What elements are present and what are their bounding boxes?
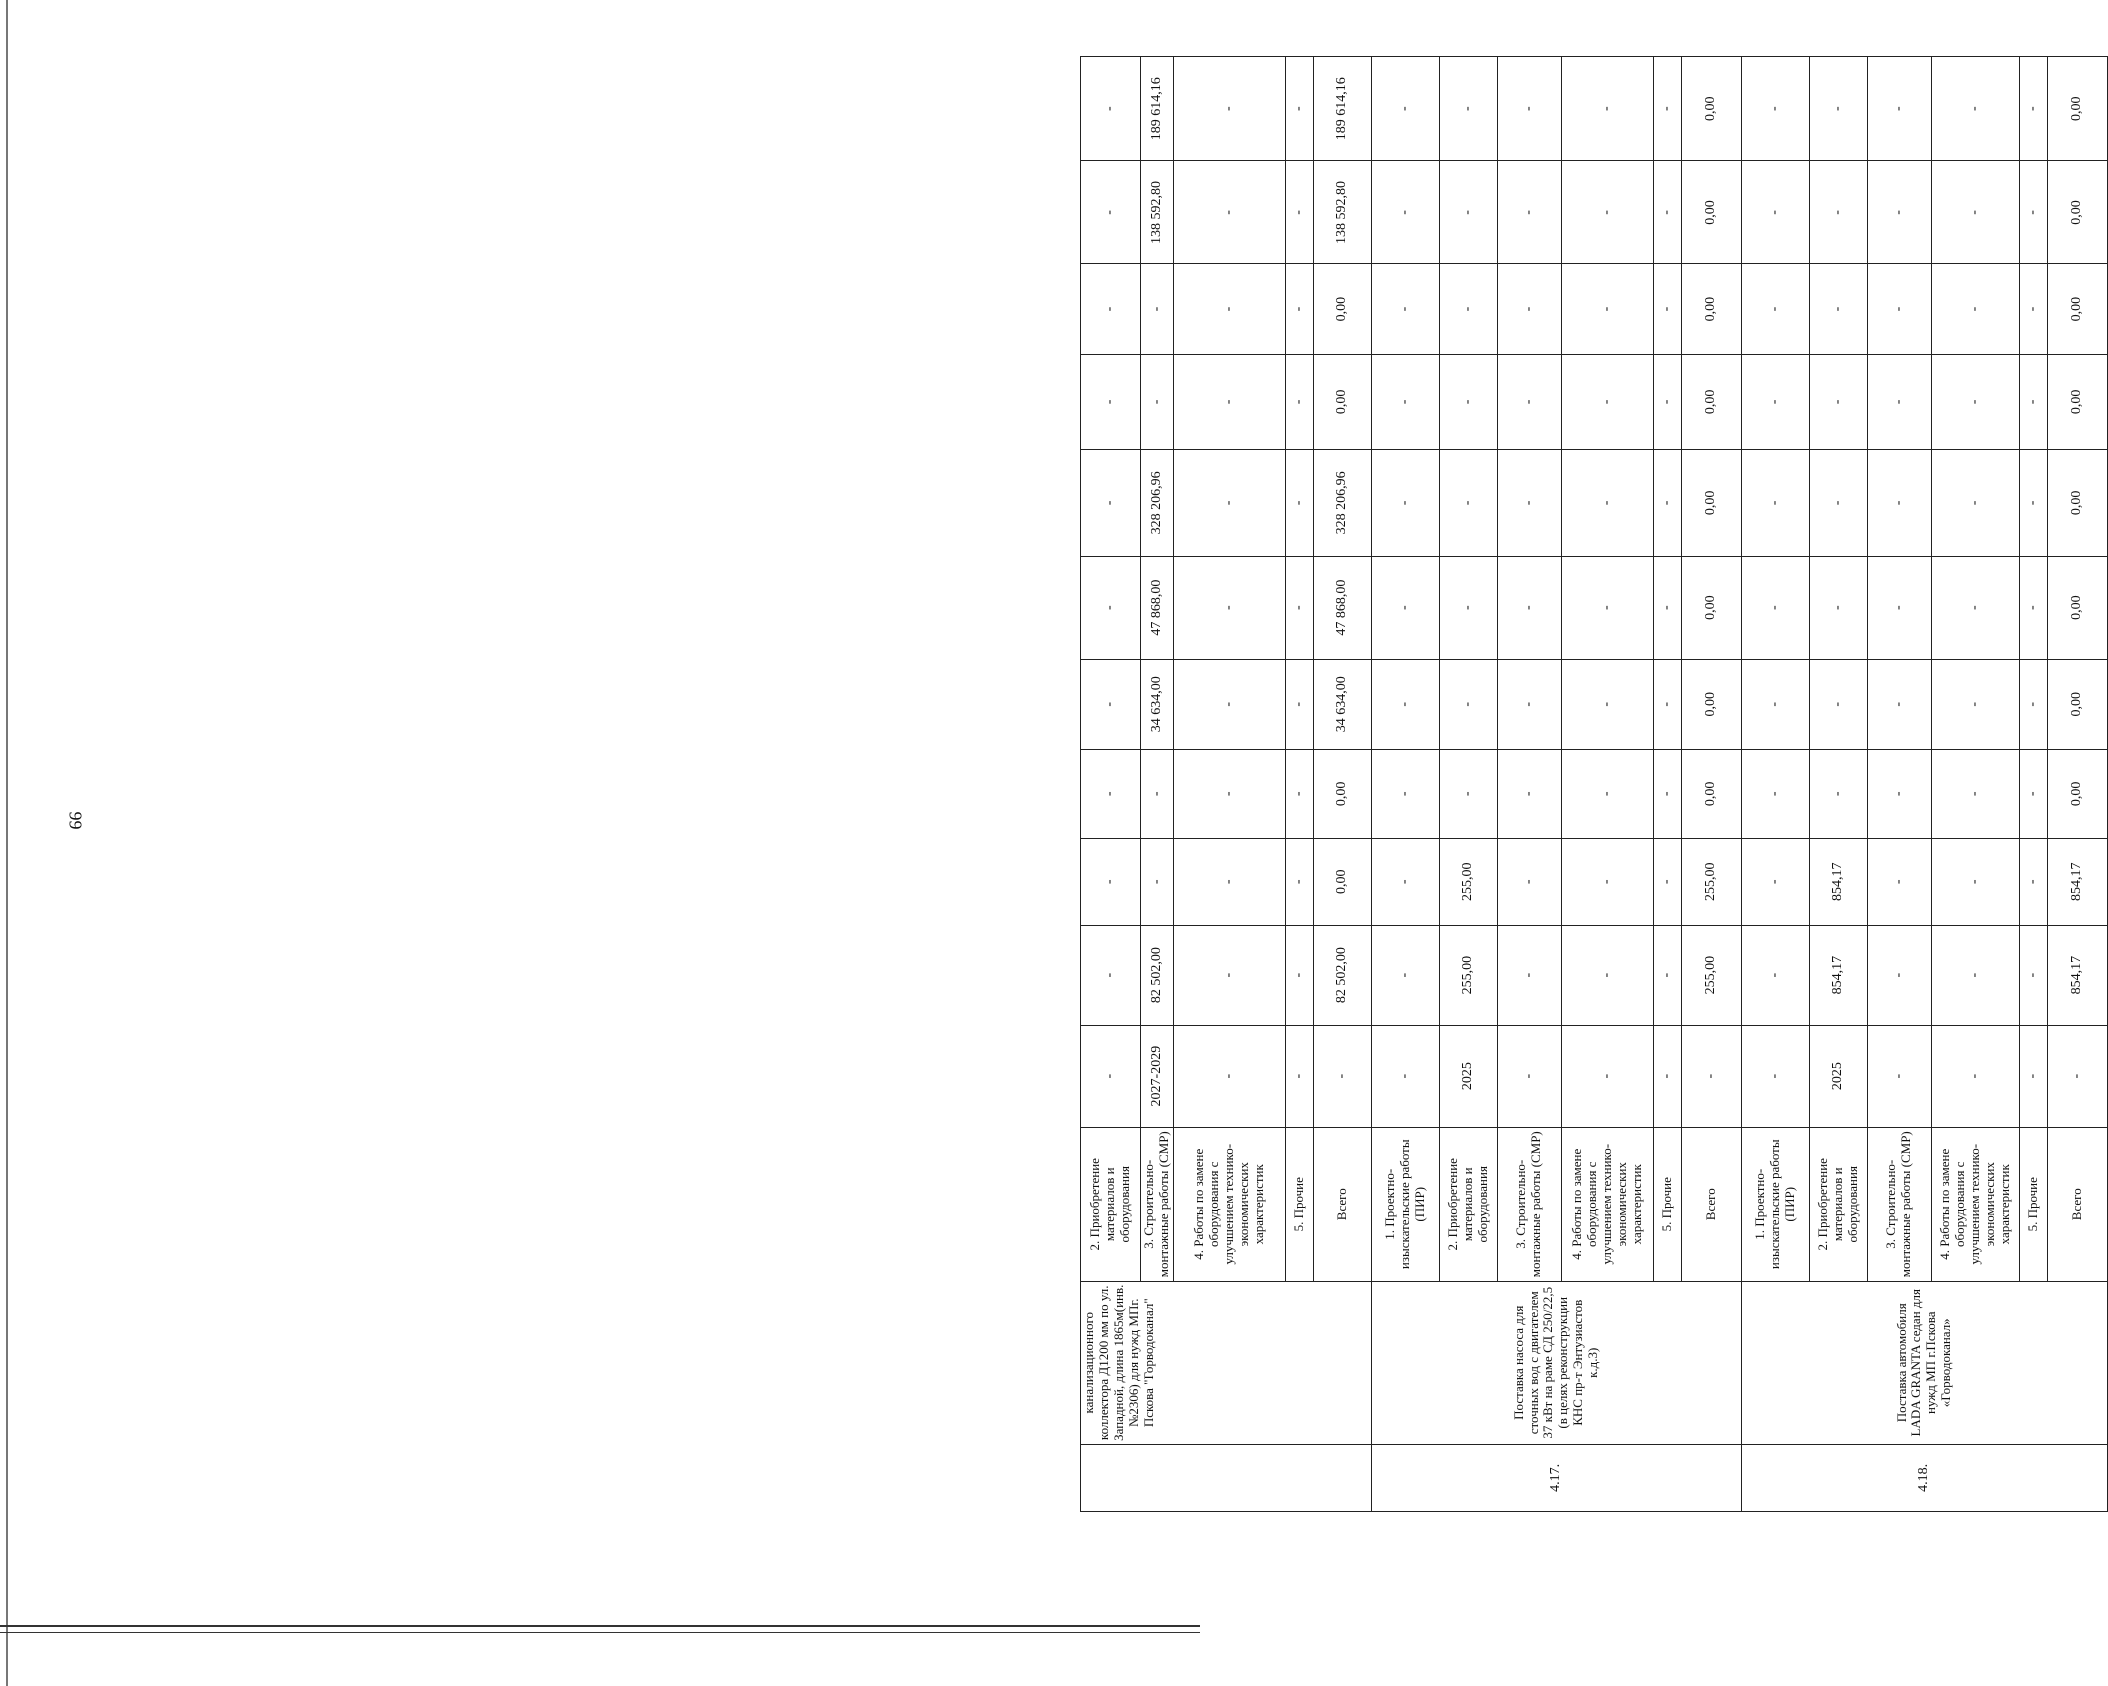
value-cell: 0,00 <box>2047 354 2107 450</box>
value-cell: - <box>1173 556 1285 659</box>
value-cell: 0,00 <box>1313 749 1371 838</box>
work-type-cell: 5. Прочие <box>2019 1127 2047 1281</box>
item-code-cell: 4.17. <box>1371 1444 1741 1511</box>
value-cell: - <box>1285 925 1313 1025</box>
value-cell: - <box>1653 264 1681 354</box>
value-cell: - <box>1173 354 1285 450</box>
value-cell: - <box>1809 556 1867 659</box>
value-cell: - <box>1931 925 2019 1025</box>
value-cell: - <box>1497 57 1561 161</box>
value-cell: - <box>1809 161 1867 264</box>
value-cell: 854,17 <box>2047 925 2107 1025</box>
value-cell: - <box>1741 749 1809 838</box>
years-cell: - <box>1081 1025 1141 1127</box>
object-name-cell: Поставка автомобиля LADA GRANTA седан для нужд МП г.Пскова «Горводоканал» <box>1741 1281 2107 1444</box>
years-cell: 2025 <box>1439 1025 1497 1127</box>
value-cell: - <box>1285 354 1313 450</box>
value-cell: - <box>1809 450 1867 556</box>
value-cell: - <box>2019 556 2047 659</box>
value-cell: - <box>1653 450 1681 556</box>
value-cell: - <box>1497 161 1561 264</box>
years-cell: - <box>1285 1025 1313 1127</box>
value-cell: - <box>2019 925 2047 1025</box>
value-cell: 0,00 <box>1681 57 1741 161</box>
value-cell: - <box>1497 450 1561 556</box>
value-cell: - <box>1371 57 1439 161</box>
value-cell: - <box>1285 161 1313 264</box>
value-cell: - <box>1653 161 1681 264</box>
value-cell: 0,00 <box>1313 354 1371 450</box>
work-type-cell: 5. Прочие <box>1285 1127 1313 1281</box>
value-cell: - <box>1081 749 1141 838</box>
value-cell: - <box>1371 354 1439 450</box>
value-cell: - <box>1173 161 1285 264</box>
value-cell: 0,00 <box>1681 450 1741 556</box>
value-cell: - <box>1931 749 2019 838</box>
value-cell: - <box>1497 556 1561 659</box>
scan-edge <box>6 0 8 1686</box>
value-cell: - <box>1653 57 1681 161</box>
value-cell: 0,00 <box>1681 749 1741 838</box>
work-type-cell: 3. Строительно-монтажные работы (СМР) <box>1141 1127 1174 1281</box>
value-cell: 47 868,00 <box>1313 556 1371 659</box>
value-cell: - <box>1931 264 2019 354</box>
table-row <box>1081 57 1141 1512</box>
value-cell: - <box>1439 556 1497 659</box>
work-type-cell: Всего <box>1313 1127 1371 1281</box>
years-cell: 2027-2029 <box>1141 1025 1174 1127</box>
value-cell: - <box>1741 264 1809 354</box>
work-type-cell: 4. Работы по замене оборудования с улучшением технико-экономических характеристик <box>1931 1127 2019 1281</box>
value-cell: 82 502,00 <box>1313 925 1371 1025</box>
years-cell: - <box>2019 1025 2047 1127</box>
table-row <box>1371 57 1439 1512</box>
value-cell: - <box>2019 450 2047 556</box>
value-cell: - <box>2019 749 2047 838</box>
value-cell: - <box>1741 354 1809 450</box>
value-cell: - <box>1809 749 1867 838</box>
value-cell: - <box>1173 838 1285 925</box>
years-cell: - <box>1741 1025 1809 1127</box>
value-cell: - <box>1141 264 1174 354</box>
value-cell: - <box>1173 749 1285 838</box>
value-cell: 82 502,00 <box>1141 925 1174 1025</box>
value-cell: - <box>2019 264 2047 354</box>
work-type-cell: 3. Строительно-монтажные работы (СМР) <box>1497 1127 1561 1281</box>
value-cell: - <box>1439 749 1497 838</box>
years-cell: - <box>1173 1025 1285 1127</box>
value-cell: 255,00 <box>1681 925 1741 1025</box>
value-cell: 0,00 <box>1681 354 1741 450</box>
years-cell: - <box>1561 1025 1653 1127</box>
value-cell: - <box>1867 838 1931 925</box>
value-cell: 0,00 <box>2047 659 2107 749</box>
value-cell: 0,00 <box>1681 556 1741 659</box>
object-name-cell: канализационного коллектора Д1200 мм по ул. Западной, длина 1865м(инв.№2306) для нужд МПг. Пскова "Горводоканал" <box>1081 1281 1372 1444</box>
value-cell: - <box>1285 264 1313 354</box>
page-number: 99 <box>65 811 86 830</box>
value-cell: 0,00 <box>1681 659 1741 749</box>
value-cell: 328 206,96 <box>1313 450 1371 556</box>
value-cell: - <box>1809 264 1867 354</box>
value-cell: - <box>1561 450 1653 556</box>
value-cell: 138 592,80 <box>1313 161 1371 264</box>
value-cell: - <box>2019 354 2047 450</box>
value-cell: 854,17 <box>2047 838 2107 925</box>
value-cell: - <box>1741 556 1809 659</box>
value-cell: - <box>1371 556 1439 659</box>
work-type-cell: 2. Приобретение материалов и оборудования <box>1439 1127 1497 1281</box>
value-cell: - <box>1931 450 2019 556</box>
value-cell: - <box>1741 659 1809 749</box>
value-cell: - <box>1931 161 2019 264</box>
work-type-cell: 1. Проектно-изыскательские работы (ПИР) <box>1741 1127 1809 1281</box>
value-cell: - <box>1285 749 1313 838</box>
work-type-cell: 4. Работы по замене оборудования с улучшением технико-экономических характеристик <box>1173 1127 1285 1281</box>
value-cell: - <box>1439 57 1497 161</box>
value-cell: - <box>1141 749 1174 838</box>
value-cell: - <box>1741 57 1809 161</box>
value-cell: - <box>1867 749 1931 838</box>
value-cell: 0,00 <box>2047 161 2107 264</box>
years-cell: - <box>1931 1025 2019 1127</box>
value-cell: 0,00 <box>2047 749 2107 838</box>
value-cell: - <box>1867 354 1931 450</box>
value-cell: 189 614,16 <box>1141 57 1174 161</box>
value-cell: 0,00 <box>1313 838 1371 925</box>
value-cell: - <box>1173 925 1285 1025</box>
value-cell: - <box>1931 354 2019 450</box>
value-cell: - <box>1141 354 1174 450</box>
value-cell: - <box>1371 264 1439 354</box>
value-cell: - <box>2019 838 2047 925</box>
object-name-cell: Поставка насоса для сточных вод с двигателем 37 кВт на раме СД 250/22,5 (в целях реконструкции КНС пр-т Энтузиастов к.д.3) <box>1371 1281 1741 1444</box>
value-cell: - <box>1653 749 1681 838</box>
value-cell: - <box>1653 659 1681 749</box>
value-cell: - <box>1653 556 1681 659</box>
years-cell: - <box>1313 1025 1371 1127</box>
value-cell: - <box>1371 450 1439 556</box>
value-cell: - <box>1561 161 1653 264</box>
value-cell: - <box>2019 57 2047 161</box>
work-type-cell: 2. Приобретение материалов и оборудования <box>1081 1127 1141 1281</box>
value-cell: 189 614,16 <box>1313 57 1371 161</box>
value-cell: - <box>1081 450 1141 556</box>
value-cell: - <box>1141 838 1174 925</box>
investment-program-table <box>1080 56 2108 1512</box>
value-cell: - <box>1285 659 1313 749</box>
value-cell: - <box>1809 354 1867 450</box>
value-cell: - <box>1371 925 1439 1025</box>
value-cell: - <box>1867 925 1931 1025</box>
value-cell: 255,00 <box>1439 838 1497 925</box>
value-cell: - <box>1741 838 1809 925</box>
value-cell: 34 634,00 <box>1141 659 1174 749</box>
value-cell: - <box>1371 161 1439 264</box>
value-cell: - <box>1173 264 1285 354</box>
value-cell: 0,00 <box>1681 161 1741 264</box>
value-cell: - <box>1285 57 1313 161</box>
years-cell: 2025 <box>1809 1025 1867 1127</box>
value-cell: - <box>2019 161 2047 264</box>
value-cell: - <box>1081 264 1141 354</box>
value-cell: - <box>1173 57 1285 161</box>
work-type-cell: 1. Проектно-изыскательские работы (ПИР) <box>1371 1127 1439 1281</box>
value-cell: - <box>1285 838 1313 925</box>
value-cell: - <box>1741 161 1809 264</box>
value-cell: - <box>1285 450 1313 556</box>
value-cell: - <box>1439 450 1497 556</box>
value-cell: - <box>1653 838 1681 925</box>
value-cell: - <box>1439 354 1497 450</box>
value-cell: - <box>1497 925 1561 1025</box>
value-cell: - <box>1497 749 1561 838</box>
value-cell: - <box>1931 838 2019 925</box>
value-cell: - <box>1931 556 2019 659</box>
value-cell: 34 634,00 <box>1313 659 1371 749</box>
years-cell: - <box>1867 1025 1931 1127</box>
table-row <box>1741 57 1809 1512</box>
value-cell: - <box>1497 659 1561 749</box>
value-cell: - <box>1561 925 1653 1025</box>
value-cell: - <box>1081 354 1141 450</box>
value-cell: - <box>1867 161 1931 264</box>
value-cell: - <box>1809 57 1867 161</box>
value-cell: - <box>1561 556 1653 659</box>
work-type-cell: 2. Приобретение материалов и оборудования <box>1809 1127 1867 1281</box>
value-cell: - <box>1653 925 1681 1025</box>
value-cell: - <box>1867 659 1931 749</box>
value-cell: - <box>1867 450 1931 556</box>
value-cell: - <box>1371 838 1439 925</box>
value-cell: - <box>1173 659 1285 749</box>
value-cell: - <box>1867 556 1931 659</box>
rotated-table-wrapper <box>1080 56 2085 1512</box>
value-cell: 0,00 <box>2047 556 2107 659</box>
value-cell: 255,00 <box>1439 925 1497 1025</box>
value-cell: - <box>1561 264 1653 354</box>
value-cell: - <box>1081 659 1141 749</box>
value-cell: 854,17 <box>1809 925 1867 1025</box>
value-cell: - <box>1285 556 1313 659</box>
value-cell: - <box>1561 659 1653 749</box>
item-code-cell <box>1081 1444 1372 1511</box>
value-cell: 854,17 <box>1809 838 1867 925</box>
value-cell: - <box>1867 264 1931 354</box>
item-code-cell: 4.18. <box>1741 1444 2107 1511</box>
value-cell: - <box>1081 556 1141 659</box>
value-cell: - <box>1439 161 1497 264</box>
value-cell: - <box>1741 925 1809 1025</box>
value-cell: 255,00 <box>1681 838 1741 925</box>
years-cell: - <box>1681 1025 1741 1127</box>
value-cell: - <box>1561 749 1653 838</box>
value-cell: - <box>1741 450 1809 556</box>
value-cell: 328 206,96 <box>1141 450 1174 556</box>
work-type-cell: Всего <box>2047 1127 2107 1281</box>
page-bottom-frame <box>0 1625 1200 1633</box>
value-cell: - <box>2019 659 2047 749</box>
value-cell: - <box>1081 57 1141 161</box>
value-cell: - <box>1497 264 1561 354</box>
value-cell: - <box>1081 925 1141 1025</box>
value-cell: - <box>1173 450 1285 556</box>
value-cell: 47 868,00 <box>1141 556 1174 659</box>
work-type-cell: Всего <box>1681 1127 1741 1281</box>
value-cell: 0,00 <box>2047 450 2107 556</box>
value-cell: - <box>1931 659 2019 749</box>
value-cell: - <box>1371 659 1439 749</box>
value-cell: - <box>1439 659 1497 749</box>
years-cell: - <box>1371 1025 1439 1127</box>
value-cell: 0,00 <box>2047 264 2107 354</box>
value-cell: - <box>1931 57 2019 161</box>
value-cell: - <box>1081 838 1141 925</box>
value-cell: - <box>1497 354 1561 450</box>
value-cell: - <box>1561 838 1653 925</box>
work-type-cell: 5. Прочие <box>1653 1127 1681 1281</box>
value-cell: - <box>1081 161 1141 264</box>
value-cell: 0,00 <box>2047 57 2107 161</box>
value-cell: - <box>1867 57 1931 161</box>
years-cell: - <box>1653 1025 1681 1127</box>
value-cell: - <box>1561 354 1653 450</box>
value-cell: - <box>1653 354 1681 450</box>
value-cell: 0,00 <box>1313 264 1371 354</box>
value-cell: - <box>1371 749 1439 838</box>
value-cell: 138 592,80 <box>1141 161 1174 264</box>
work-type-cell: 4. Работы по замене оборудования с улучшением технико-экономических характеристик <box>1561 1127 1653 1281</box>
value-cell: - <box>1809 659 1867 749</box>
value-cell: - <box>1561 57 1653 161</box>
value-cell: 0,00 <box>1681 264 1741 354</box>
value-cell: - <box>1497 838 1561 925</box>
years-cell: - <box>2047 1025 2107 1127</box>
work-type-cell: 3. Строительно-монтажные работы (СМР) <box>1867 1127 1931 1281</box>
value-cell: - <box>1439 264 1497 354</box>
years-cell: - <box>1497 1025 1561 1127</box>
